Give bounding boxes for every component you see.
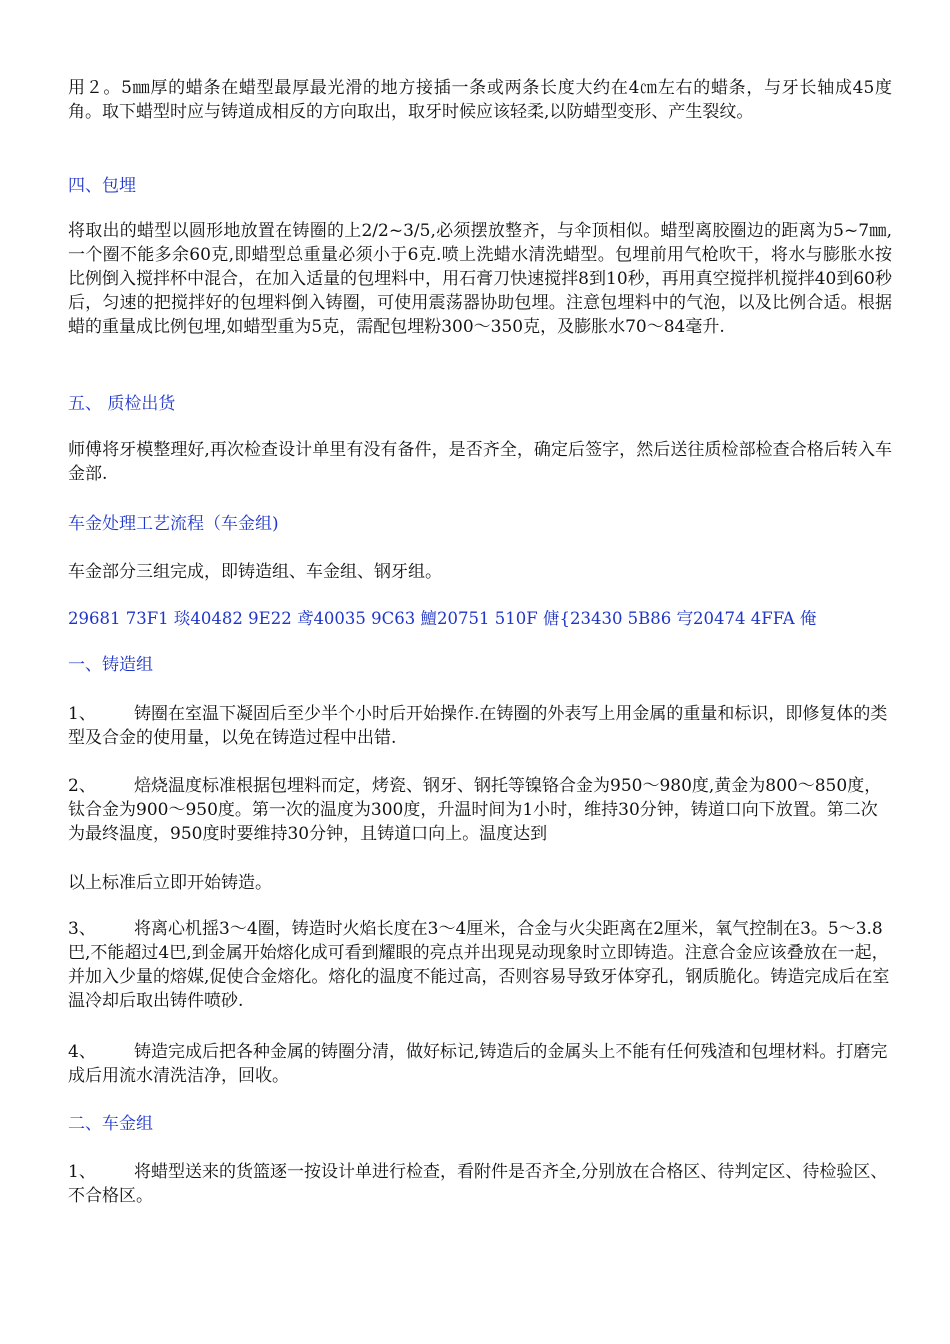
heading-embedding: 四、包埋 <box>68 176 136 196</box>
heading-casting-group: 一、铸造组 <box>68 655 153 675</box>
heading-process-flow: 车金处理工艺流程（车金组) <box>68 514 279 534</box>
item-text: 铸圈在室温下凝固后至少半个小时后开始操作.在铸圈的外表写上用金属的重量和标识，即修复体的类型及合金的使用量，以免在铸造过程中出错. <box>68 704 888 748</box>
code-line: 29681 73F1 琰40482 9E22 鸢40035 9C63 鱣20751 510F 傏{23430 5B86 宆20474 4FFA 俺 <box>68 609 817 628</box>
list-item <box>68 917 892 1013</box>
item-number: 3、 <box>68 919 96 939</box>
item-text: 将蜡型送来的货篮逐一按设计单进行检查，看附件是否齐全,分别放在合格区、待判定区、待检验区、不合格区。 <box>68 1162 888 1206</box>
item-number: 1、 <box>68 1162 96 1182</box>
list-item <box>68 702 892 750</box>
heading-car-gold-group: 二、车金组 <box>68 1114 153 1134</box>
paragraph-quality-check: 师傅将牙模整理好,再次检查设计单里有没有备件，是否齐全，确定后签字，然后送往质检部检查合格后转入车金部. <box>68 440 892 484</box>
heading-quality-check: 五、 质检出货 <box>68 394 176 414</box>
item-number: 4、 <box>68 1042 96 1062</box>
item-number: 1、 <box>68 704 96 724</box>
item-number: 2、 <box>68 776 96 796</box>
item-text: 铸造完成后把各种金属的铸圈分清，做好标记,铸造后的金属头上不能有任何残渣和包埋材料。打磨完成后用流水清洗洁净，回收。 <box>68 1042 888 1086</box>
paragraph-wax-bar: 用２。5㎜厚的蜡条在蜡型最厚最光滑的地方接插一条或两条长度大约在4㎝左右的蜡条，与牙长轴成45度角。取下蜡型时应与铸道成相反的方向取出，取牙时候应该轻柔,以防蜡型变形、产生裂纹。 <box>68 78 892 122</box>
list-item <box>68 774 892 846</box>
list-item <box>68 1160 892 1208</box>
paragraph-three-groups: 车金部分三组完成，即铸造组、车金组、钢牙组。 <box>68 562 442 582</box>
paragraph-continuation: 以上标准后立即开始铸造。 <box>68 873 272 893</box>
list-item <box>68 1040 892 1088</box>
paragraph-embedding: 将取出的蜡型以圆形地放置在铸圈的上2/2~3/5,必须摆放整齐，与伞顶相似。蜡型离胶圈边的距离为5~7㎜,一个圈不能多余60克,即蜡型总重量必须小于6克.喷上洗蜡水清洗蜡型。包埋前用气枪吹干，将水与膨胀水按比例倒入搅拌杯中混合，在加入适量的包埋料中，用石膏刀快速搅拌8到10秒，再用真空搅拌机搅拌40到60秒后，匀速的把搅拌好的包埋料倒入铸圈，可使用震荡器协助包埋。注意包埋料中的气泡，以及比例合适。根据蜡的重量成比例包埋,如蜡型重为5克，需配包埋粉300～350克，及膨胀水70～84毫升. <box>68 221 892 337</box>
item-text: 焙烧温度标准根据包埋料而定，烤瓷、钢牙、钢托等镍铬合金为950～980度,黄金为800～850度，钛合金为900～950度。第一次的温度为300度，升温时间为1小时，维持30分钟，铸道口向下放置。第二次为最终温度，950度时要维持30分钟，且铸道口向上。温度达到 <box>68 776 882 844</box>
item-text: 将离心机摇3～4圈，铸造时火焰长度在3～4厘米，合金与火尖距离在2厘米，氧气控制在3。5～3.8巴,不能超过4巴,到金属开始熔化成可看到耀眼的亮点并出现晃动现象时立即铸造。注意合金应该叠放在一起，并加入少量的熔媒,促使合金熔化。熔化的温度不能过高，否则容易导致牙体穿孔，钢质脆化。铸造完成后在室温冷却后取出铸件喷砂. <box>68 919 890 1011</box>
